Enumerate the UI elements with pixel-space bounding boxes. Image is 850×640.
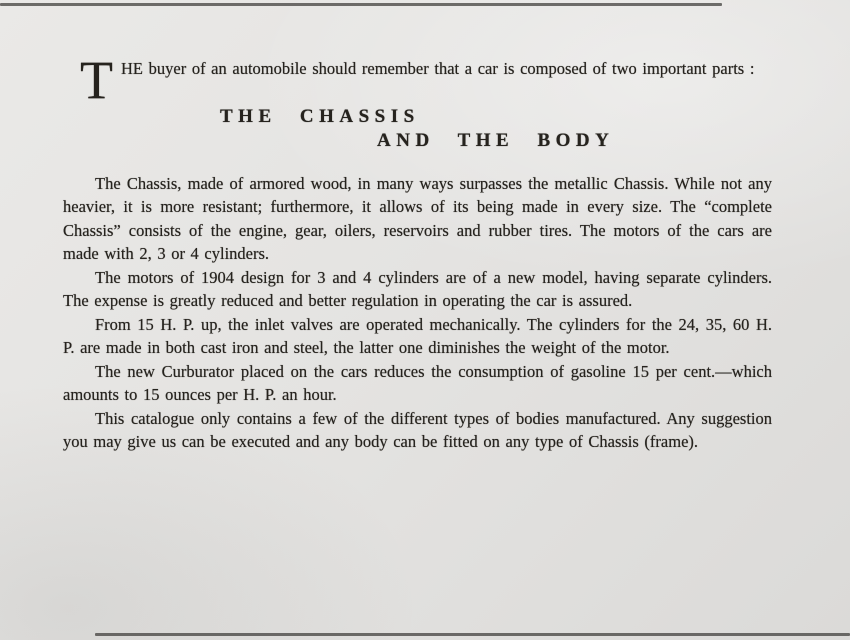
drop-cap-letter: T [80,50,113,110]
heading-line-1: THE CHASSIS [220,105,420,127]
heading-line-2: AND THE BODY [377,129,615,151]
intro-text: HE buyer of an automobile should remember that a car is composed of two important parts : [121,59,755,78]
page-content [63,50,772,454]
paragraph-curburator: The new Curburator placed on the cars reduces the consumption of gasoline 15 per cent.—which amounts to 15 ounces per H. P. an hour. [63,361,772,404]
paragraph-catalogue-bodies: This catalogue only contains a few of the different types of bodies manufactured. Any suggestion you may give us can be executed and any body can be fitted on any type of Chassis (frame). [63,408,772,451]
paragraph-chassis: The Chassis, made of armored wood, in many ways surpasses the metallic Chassis. While not any heavier, it is more resistant; furthermore, it allows of its being made in every size. The “complete Chassis” consists of the engine, gear, oilers, reservoirs and rubber tires. The motors of the cars are made with 2, 3 or 4 cylinders. [63,173,772,263]
page-heading [63,105,772,153]
scan-edge-bottom [95,633,850,636]
intro-paragraph [80,50,772,110]
paragraph-inlet-valves: From 15 H. P. up, the inlet valves are operated mechanically. The cylinders for the 24, 35, 60 H. P. are made in both cast iron and steel, the latter one diminishes the weight of the motor. [63,314,772,357]
scan-edge-top [0,3,722,6]
paragraph-motors-1904: The motors of 1904 design for 3 and 4 cylinders are of a new model, having separate cylinders. The expense is greatly reduced and better regulation in operating the car is assured. [63,267,772,310]
